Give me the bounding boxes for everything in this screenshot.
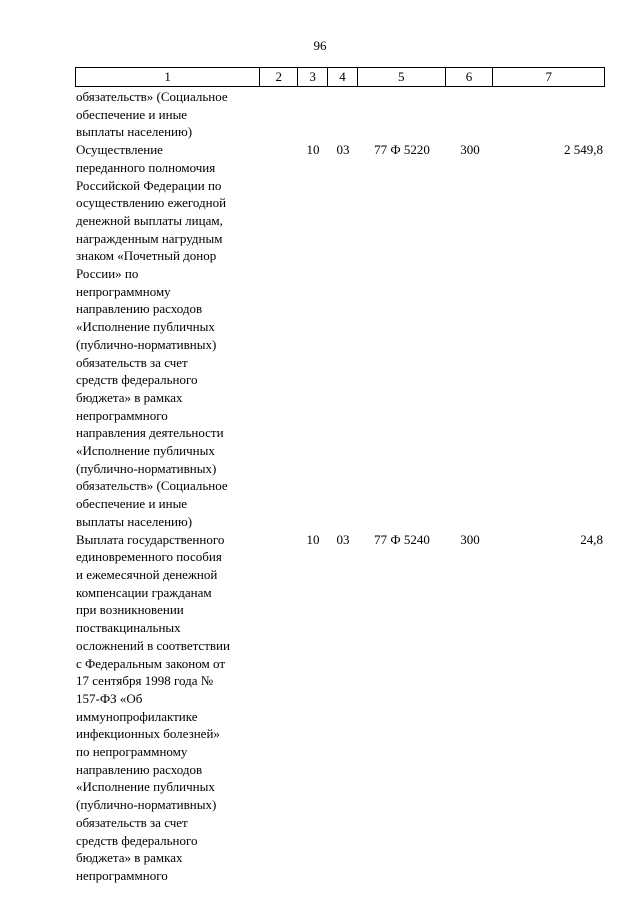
header-col-4: 4 <box>328 68 358 86</box>
header-col-7: 7 <box>545 69 552 84</box>
page-number: 96 <box>313 38 327 53</box>
row-description: обязательств» (Социальное обеспечение и иные выплаты населению) <box>76 89 228 140</box>
header-col-1: 1 <box>76 68 260 86</box>
row-amount: 24,8 <box>580 531 603 547</box>
table-body <box>75 88 605 885</box>
row-description: Осуществление переданного полномочия Российской Федерации по осуществлению ежегодной денежной выплаты лицам, награжденным нагрудным знаком «Почетный донор России» по непрограммному направлению расходов «Исполнение публичных (публично-нормативных) обязательств за счет средств федерального бюджета» в рамках непрограммного направления деятельности «Исполнение публичных (публично-нормативных) обязательств» (Социальное обеспечение и иные выплаты населению) <box>76 142 228 529</box>
row-section: 10 <box>306 531 320 547</box>
table-row <box>75 88 605 141</box>
row-expense-type: 300 <box>460 142 480 158</box>
row-target-article: 77 Ф 5220 <box>374 142 430 158</box>
table-row <box>75 531 605 885</box>
row-target-article: 77 Ф 5240 <box>374 531 430 547</box>
row-expense-type: 300 <box>460 531 480 547</box>
row-description: Выплата государственного единовременного пособия и ежемесячной денежной компенсации гражданам при возникновении поствакцинальных осложнений в соответствии с Федеральным законом от 17 сентября 1998 года № 157-ФЗ «Об иммунопрофилактике инфекционных болезней» по непрограммному направлению расходов «Исполнение публичных (публично-нормативных) обязательств за счет средств федерального бюджета» в рамках непрограммного <box>76 531 230 883</box>
row-amount: 2 549,8 <box>564 142 603 158</box>
header-col-3: 3 <box>298 68 328 86</box>
header-col-2: 2 <box>260 68 298 86</box>
table-header <box>75 67 605 87</box>
table-row <box>75 141 605 530</box>
row-section: 10 <box>306 142 320 158</box>
header-col-5: 5 <box>358 68 446 86</box>
row-subsection: 03 <box>336 142 350 158</box>
header-col-6: 6 <box>446 68 494 86</box>
row-subsection: 03 <box>336 531 350 547</box>
